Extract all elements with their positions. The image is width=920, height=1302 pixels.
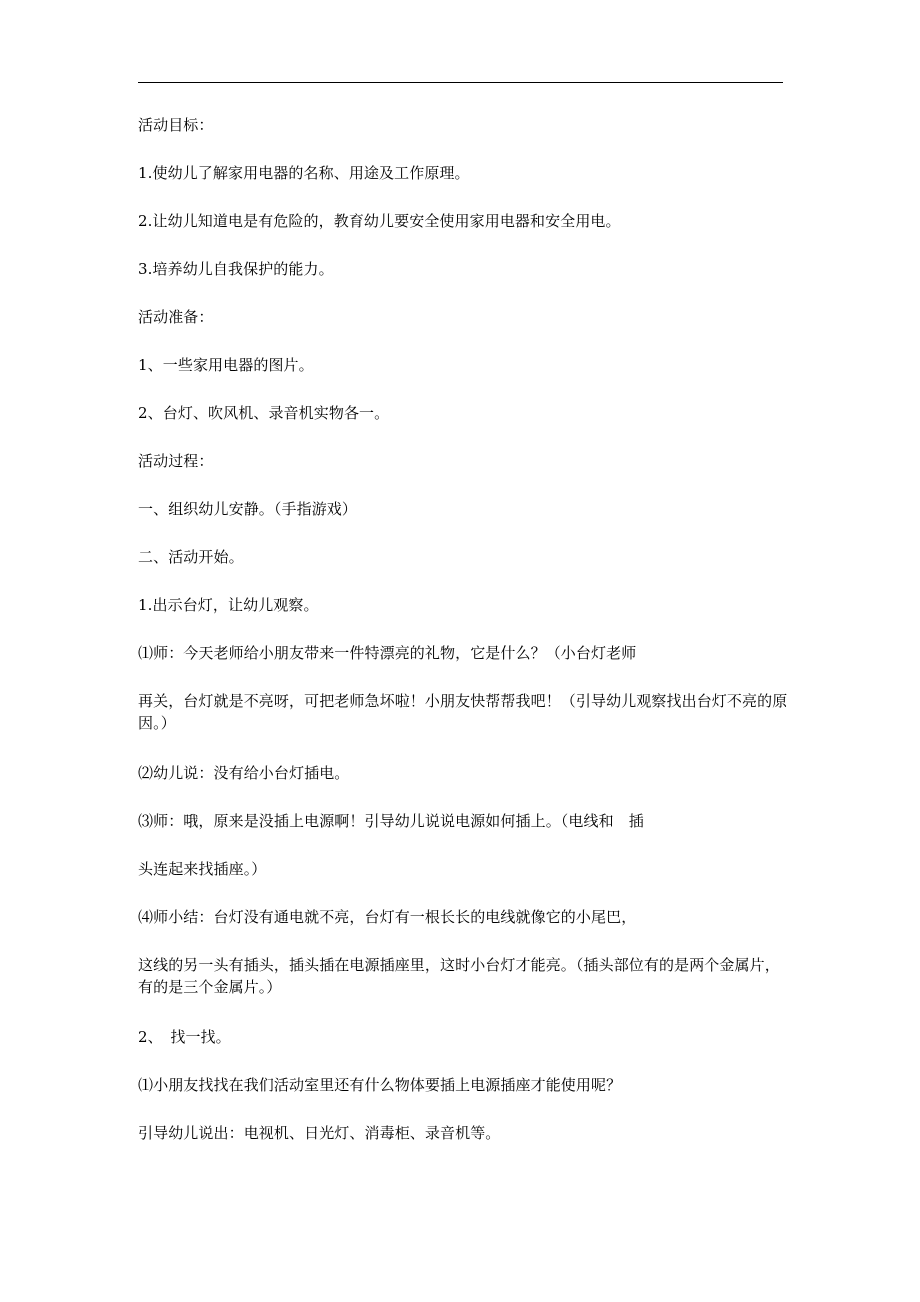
- objective-2: 2.让幼儿知道电是有危险的，教育幼儿要安全使用家用电器和安全用电。: [138, 212, 621, 230]
- process-item-2: 2、 找一找。: [138, 1028, 231, 1046]
- teacher-summary: ⑷师小结：台灯没有通电就不亮，台灯有一根长长的电线就像它的小尾巴，: [138, 908, 637, 926]
- child-line: ⑵幼儿说：没有给小台灯插电。: [138, 764, 350, 782]
- teacher-summary-cont: 这线的另一头有插头，插头插在电源插座里，这时小台灯才能亮。（插头部位有的是两个金属片，有的是三个金属片。）: [138, 956, 780, 996]
- teacher-line-1: ⑴师：今天老师给小朋友带来一件特漂亮的礼物，它是什么？（小台灯老师: [138, 644, 637, 662]
- find-question: ⑴小朋友找找在我们活动室里还有什么物体要插上电源插座才能使用呢？: [138, 1076, 622, 1094]
- find-answer: 引导幼儿说出：电视机、日光灯、消毒柜、录音机等。: [138, 1124, 501, 1142]
- preparation-2: 2、台灯、吹风机、录音机实物各一。: [138, 404, 390, 422]
- teacher-line-2: ⑶师：哦，原来是没插上电源啊！引导幼儿说说电源如何插上。（电线和 插: [138, 812, 644, 830]
- heading-process: 活动过程：: [138, 452, 214, 470]
- heading-preparation: 活动准备：: [138, 308, 214, 326]
- objective-1: 1.使幼儿了解家用电器的名称、用途及工作原理。: [138, 164, 470, 182]
- teacher-line-2-cont: 头连起来找插座。）: [138, 860, 267, 878]
- teacher-line-1-cont: 再关，台灯就是不亮呀，可把老师急坏啦！小朋友快帮帮我吧！（引导幼儿观察找出台灯不亮的原因。）: [138, 692, 788, 732]
- process-step-2: 二、活动开始。: [138, 548, 244, 566]
- preparation-1: 1、一些家用电器的图片。: [138, 356, 314, 374]
- objective-3: 3.培养幼儿自我保护的能力。: [138, 260, 334, 278]
- heading-objectives: 活动目标：: [138, 116, 214, 134]
- process-step-1: 一、组织幼儿安静。（手指游戏）: [138, 500, 358, 518]
- process-item-1: 1.出示台灯，让幼儿观察。: [138, 596, 319, 614]
- header-rule: [138, 82, 783, 83]
